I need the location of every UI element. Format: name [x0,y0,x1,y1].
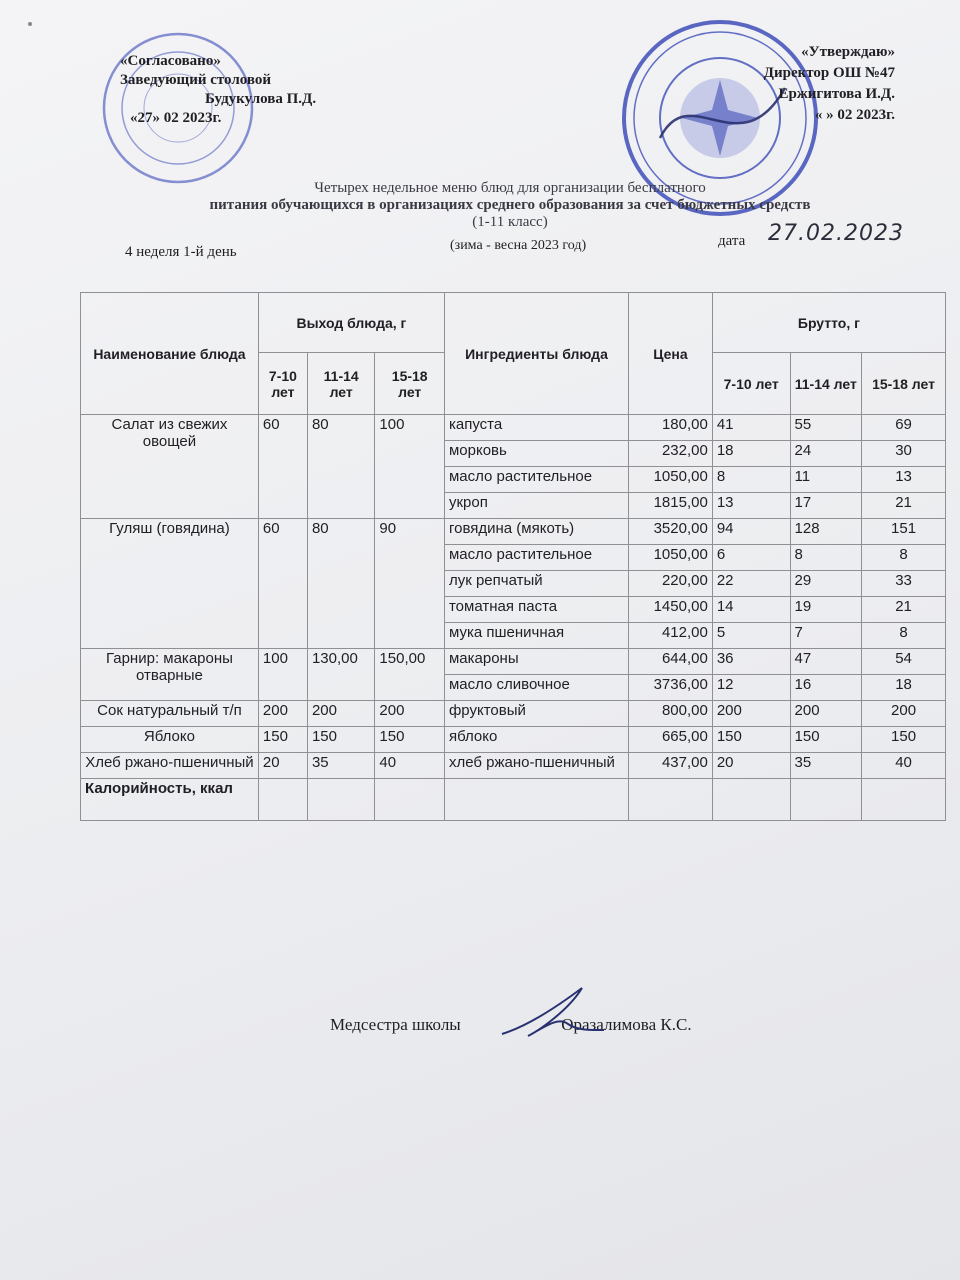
season-label: (зима - весна 2023 год) [450,238,587,253]
table-row [81,727,946,753]
output-age3: 40 [375,753,445,779]
ingredient-price: 3520,00 [629,519,713,545]
approval-right-line4: « » 02 2023г. [814,107,895,123]
calories-row [81,779,946,821]
output-age1: 100 [258,649,307,701]
gross-age3: 13 [862,467,946,493]
output-age1: 200 [258,701,307,727]
output-age2: 130,00 [307,649,374,701]
gross-age1: 41 [712,415,790,441]
dish-name: Гуляш (говядина) [81,519,259,649]
gross-age2: 7 [790,623,862,649]
gross-age1: 200 [712,701,790,727]
gross-age1: 5 [712,623,790,649]
output-age1: 150 [258,727,307,753]
ingredient-price: 1450,00 [629,597,713,623]
gross-age3: 8 [862,545,946,571]
header-gross: Брутто, г [712,293,945,353]
ingredient-price: 412,00 [629,623,713,649]
output-age2: 200 [307,701,374,727]
ingredient-name: говядина (мякоть) [444,519,628,545]
ingredient-name: масло растительное [444,545,628,571]
ingredient-name: масло сливочное [444,675,628,701]
header-ingredients: Ингредиенты блюда [444,293,628,415]
output-age2: 80 [307,415,374,519]
output-age3: 100 [375,415,445,519]
header-gross-age1: 7-10 лет [712,353,790,415]
ingredient-name: хлеб ржано-пшеничный [444,753,628,779]
gross-age2: 47 [790,649,862,675]
gross-age1: 36 [712,649,790,675]
gross-age3: 151 [862,519,946,545]
calories-cell [258,779,307,821]
gross-age2: 29 [790,571,862,597]
calories-cell [375,779,445,821]
calories-cell [862,779,946,821]
menu-body [81,415,946,821]
ingredient-price: 437,00 [629,753,713,779]
gross-age3: 150 [862,727,946,753]
ingredient-price: 232,00 [629,441,713,467]
calories-cell [629,779,713,821]
calories-cell [712,779,790,821]
gross-age1: 13 [712,493,790,519]
header-dish: Наименование блюда [81,293,259,415]
gross-age3: 54 [862,649,946,675]
ingredient-price: 1815,00 [629,493,713,519]
ingredient-name: мука пшеничная [444,623,628,649]
table-row [81,519,946,545]
gross-age1: 94 [712,519,790,545]
dish-name: Салат из свежих овощей [81,415,259,519]
gross-age3: 21 [862,493,946,519]
gross-age2: 128 [790,519,862,545]
dish-name: Гарнир: макароны отварные [81,649,259,701]
ingredient-price: 180,00 [629,415,713,441]
nurse-name: Оразалимова К.С. [561,1015,692,1034]
nurse-label: Медсестра школы [330,1015,461,1034]
header-output-age1: 7-10 лет [258,353,307,415]
header-output-age3: 15-18 лет [375,353,445,415]
table-row [81,753,946,779]
ingredient-price: 220,00 [629,571,713,597]
menu-table [80,292,946,821]
approval-right-line2: Директор ОШ №47 [763,65,895,81]
header-gross-age3: 15-18 лет [862,353,946,415]
gross-age3: 200 [862,701,946,727]
table-row [81,649,946,675]
gross-age2: 17 [790,493,862,519]
approval-left-line3: Будукулова П.Д. [205,91,317,107]
nurse-signature [498,986,608,1046]
gross-age3: 33 [862,571,946,597]
ingredient-price: 3736,00 [629,675,713,701]
header-output-age2: 11-14 лет [307,353,374,415]
title-line3: (1-11 класс) [472,214,548,230]
gross-age2: 19 [790,597,862,623]
gross-age2: 16 [790,675,862,701]
gross-age1: 18 [712,441,790,467]
ingredient-name: укроп [444,493,628,519]
gross-age2: 11 [790,467,862,493]
ingredient-price: 800,00 [629,701,713,727]
ingredient-name: лук репчатый [444,571,628,597]
table-row [81,701,946,727]
gross-age3: 30 [862,441,946,467]
ingredient-price: 1050,00 [629,545,713,571]
dish-name: Хлеб ржано-пшеничный [81,753,259,779]
output-age3: 150,00 [375,649,445,701]
output-age2: 150 [307,727,374,753]
ingredient-name: томатная паста [444,597,628,623]
approval-right-line1: «Утверждаю» [801,44,895,60]
gross-age2: 150 [790,727,862,753]
date-handwritten: 27.02.2023 [768,221,904,246]
ingredient-name: морковь [444,441,628,467]
approval-right-line3: Ержигитова И.Д. [778,86,895,102]
gross-age3: 18 [862,675,946,701]
calories-label: Калорийность, ккал [81,779,259,821]
ingredient-price: 644,00 [629,649,713,675]
approval-block-left [120,52,316,128]
approval-left-line1: «Согласовано» [120,53,221,69]
header-gross-age2: 11-14 лет [790,353,862,415]
calories-cell [444,779,628,821]
gross-age3: 21 [862,597,946,623]
output-age3: 90 [375,519,445,649]
gross-age3: 40 [862,753,946,779]
ingredient-name: фруктовый [444,701,628,727]
calories-cell [307,779,374,821]
gross-age2: 24 [790,441,862,467]
dish-name: Яблоко [81,727,259,753]
output-age2: 80 [307,519,374,649]
gross-age2: 35 [790,753,862,779]
output-age1: 60 [258,519,307,649]
dish-name: Сок натуральный т/п [81,701,259,727]
header-output: Выход блюда, г [258,293,444,353]
output-age2: 35 [307,753,374,779]
approval-left-line2: Заведующий столовой [120,72,272,88]
gross-age2: 55 [790,415,862,441]
title-line1: Четырех недельное меню блюд для организации бесплатного [314,180,706,196]
gross-age1: 20 [712,753,790,779]
ingredient-price: 665,00 [629,727,713,753]
title-line2: питания обучающихся в организациях среднего образования за счет бюджетных средств [209,197,811,213]
output-age3: 200 [375,701,445,727]
gross-age2: 200 [790,701,862,727]
header-price: Цена [629,293,713,415]
approval-block-right [715,42,895,126]
output-age1: 60 [258,415,307,519]
gross-age1: 6 [712,545,790,571]
paper-speck [28,22,32,26]
ingredient-name: макароны [444,649,628,675]
output-age1: 20 [258,753,307,779]
gross-age1: 14 [712,597,790,623]
table-row [81,415,946,441]
gross-age3: 8 [862,623,946,649]
gross-age3: 69 [862,415,946,441]
ingredient-name: капуста [444,415,628,441]
ingredient-name: масло растительное [444,467,628,493]
output-age3: 150 [375,727,445,753]
approval-left-line4: «27» 02 2023г. [130,110,222,126]
gross-age2: 8 [790,545,862,571]
calories-cell [790,779,862,821]
gross-age1: 22 [712,571,790,597]
week-day-label: 4 неделя 1-й день [125,244,237,260]
ingredient-price: 1050,00 [629,467,713,493]
date-label: дата [718,233,746,249]
gross-age1: 8 [712,467,790,493]
gross-age1: 150 [712,727,790,753]
ingredient-name: яблоко [444,727,628,753]
gross-age1: 12 [712,675,790,701]
